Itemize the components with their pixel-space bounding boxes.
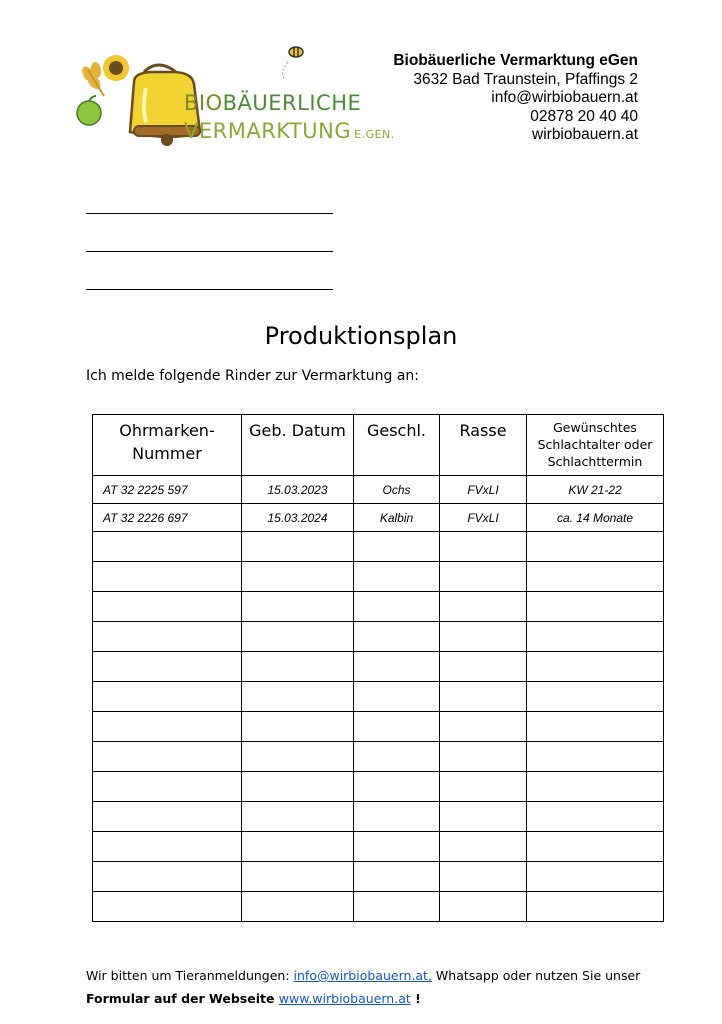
- empty-cell[interactable]: [527, 562, 664, 592]
- header-geschl: Geschl.: [354, 415, 440, 476]
- empty-cell[interactable]: [527, 682, 664, 712]
- header-wunsch-line2: Schlachtalter oder: [537, 437, 653, 452]
- header-ohrmarke-line1: Ohrmarken-: [119, 421, 215, 440]
- logo-text-suffix: E.GEN.: [354, 128, 395, 141]
- empty-cell[interactable]: [527, 772, 664, 802]
- empty-cell[interactable]: [527, 802, 664, 832]
- empty-cell[interactable]: [440, 712, 527, 742]
- cell-wunsch[interactable]: KW 21-22: [527, 476, 664, 504]
- org-website: wirbiobauern.at: [532, 126, 638, 143]
- footer-line-1: [86, 964, 640, 987]
- form-intro: Ich melde folgende Rinder zur Vermarktung an:: [86, 368, 420, 384]
- empty-cell[interactable]: [527, 652, 664, 682]
- empty-cell[interactable]: [354, 562, 440, 592]
- entry-line-3[interactable]: [86, 289, 333, 290]
- empty-cell[interactable]: [440, 652, 527, 682]
- cell-geschl[interactable]: Kalbin: [354, 504, 440, 532]
- empty-table-row: [93, 532, 664, 562]
- empty-cell[interactable]: [527, 712, 664, 742]
- apple-icon: [77, 96, 101, 125]
- empty-cell[interactable]: [93, 802, 242, 832]
- logo-text-top: BÄUERLICHE: [222, 91, 362, 115]
- empty-table-row: [93, 892, 664, 922]
- empty-cell[interactable]: [440, 532, 527, 562]
- empty-cell[interactable]: [527, 892, 664, 922]
- header-wunsch-line3: Schlachttermin: [547, 454, 643, 469]
- logo-text-bottom: VERMARKTUNG: [184, 119, 352, 143]
- empty-cell[interactable]: [93, 832, 242, 862]
- footer-text-rest: Whatsapp oder nutzen Sie unser: [431, 968, 641, 983]
- empty-cell[interactable]: [440, 802, 527, 832]
- empty-cell[interactable]: [527, 742, 664, 772]
- org-address: 3632 Bad Traunstein, Pfaffings 2: [413, 70, 638, 88]
- header-rasse: Rasse: [440, 415, 527, 476]
- logo-text-bio: BIO: [184, 91, 223, 115]
- empty-cell[interactable]: [527, 622, 664, 652]
- empty-table-row: [93, 592, 664, 622]
- cell-ohrmarke[interactable]: AT 32 2226 697: [93, 504, 242, 532]
- header-wunsch: [527, 415, 664, 476]
- empty-cell[interactable]: [440, 622, 527, 652]
- empty-cell[interactable]: [440, 682, 527, 712]
- empty-table-row: [93, 832, 664, 862]
- entry-line-1[interactable]: [86, 213, 333, 214]
- empty-cell[interactable]: [93, 712, 242, 742]
- empty-cell[interactable]: [93, 682, 242, 712]
- empty-cell[interactable]: [242, 802, 354, 832]
- empty-cell[interactable]: [440, 742, 527, 772]
- entry-line-2[interactable]: [86, 251, 333, 252]
- empty-cell[interactable]: [93, 532, 242, 562]
- empty-table-row: [93, 562, 664, 592]
- empty-table-row: [93, 622, 664, 652]
- empty-cell[interactable]: [527, 532, 664, 562]
- empty-cell[interactable]: [354, 742, 440, 772]
- empty-cell[interactable]: [93, 892, 242, 922]
- form-title: Produktionsplan: [264, 322, 458, 350]
- svg-text:VERMARKTUNGE.GEN.: [184, 119, 395, 143]
- cell-datum[interactable]: 15.03.2023: [242, 476, 354, 504]
- empty-table-row: [93, 652, 664, 682]
- empty-cell[interactable]: [354, 832, 440, 862]
- empty-table-row: [93, 682, 664, 712]
- footer-email-link[interactable]: info@wirbiobauern.at,: [293, 968, 432, 983]
- empty-cell[interactable]: [527, 592, 664, 622]
- table-row: [93, 504, 664, 532]
- empty-table-row: [93, 802, 664, 832]
- empty-cell[interactable]: [354, 652, 440, 682]
- header-datum: Geb. Datum: [242, 415, 354, 476]
- bee-icon: [283, 47, 303, 78]
- footer-note: [86, 964, 640, 1010]
- org-email: info@wirbiobauern.at: [491, 89, 638, 106]
- empty-cell[interactable]: [354, 622, 440, 652]
- header-wunsch-line1: Gewünschtes: [553, 420, 637, 435]
- empty-cell[interactable]: [354, 892, 440, 922]
- empty-cell[interactable]: [242, 712, 354, 742]
- header-ohrmarke-line2: Nummer: [132, 444, 202, 463]
- empty-cell[interactable]: [242, 832, 354, 862]
- footer-line-2: [86, 987, 640, 1010]
- empty-cell[interactable]: [93, 622, 242, 652]
- empty-cell[interactable]: [242, 532, 354, 562]
- cell-rasse[interactable]: FVxLI: [440, 504, 527, 532]
- empty-cell[interactable]: [242, 742, 354, 772]
- empty-cell[interactable]: [354, 802, 440, 832]
- header-ohrmarke: [93, 415, 242, 476]
- empty-cell[interactable]: [354, 592, 440, 622]
- cell-datum[interactable]: 15.03.2024: [242, 504, 354, 532]
- empty-cell[interactable]: [242, 652, 354, 682]
- table-header-row: [93, 415, 664, 476]
- empty-cell[interactable]: [242, 592, 354, 622]
- empty-cell[interactable]: [440, 592, 527, 622]
- wheat-icon: [80, 61, 104, 96]
- organization-address: [393, 52, 638, 145]
- empty-cell[interactable]: [440, 562, 527, 592]
- footer-end: !: [410, 991, 421, 1006]
- empty-cell[interactable]: [354, 682, 440, 712]
- empty-cell[interactable]: [354, 772, 440, 802]
- empty-table-row: [93, 862, 664, 892]
- empty-cell[interactable]: [242, 772, 354, 802]
- empty-cell[interactable]: [242, 562, 354, 592]
- footer-website-link[interactable]: www.wirbiobauern.at: [278, 991, 411, 1006]
- empty-cell[interactable]: [440, 892, 527, 922]
- footer-text: Wir bitten um Tieranmeldungen:: [86, 968, 294, 983]
- empty-cell[interactable]: [242, 892, 354, 922]
- empty-cell[interactable]: [93, 562, 242, 592]
- empty-cell[interactable]: [354, 862, 440, 892]
- table-row: [93, 476, 664, 504]
- org-name: Biobäuerliche Vermarktung eGen: [393, 52, 638, 69]
- cell-ohrmarke[interactable]: AT 32 2225 597: [93, 476, 242, 504]
- cell-rasse[interactable]: FVxLI: [440, 476, 527, 504]
- empty-cell[interactable]: [527, 832, 664, 862]
- empty-table-row: [93, 742, 664, 772]
- empty-cell[interactable]: [242, 862, 354, 892]
- empty-cell[interactable]: [93, 772, 242, 802]
- empty-cell[interactable]: [93, 652, 242, 682]
- svg-text:BIOBÄUERLICHE: [184, 90, 361, 115]
- empty-cell[interactable]: [93, 862, 242, 892]
- footer-bold-text: Formular auf der Webseite: [86, 991, 279, 1006]
- empty-cell[interactable]: [440, 832, 527, 862]
- empty-cell[interactable]: [93, 742, 242, 772]
- empty-cell[interactable]: [440, 772, 527, 802]
- empty-cell[interactable]: [354, 532, 440, 562]
- empty-cell[interactable]: [527, 862, 664, 892]
- empty-cell[interactable]: [354, 712, 440, 742]
- cell-geschl[interactable]: Ochs: [354, 476, 440, 504]
- empty-cell[interactable]: [242, 682, 354, 712]
- empty-table-row: [93, 772, 664, 802]
- empty-table-row: [93, 712, 664, 742]
- empty-cell[interactable]: [93, 592, 242, 622]
- empty-cell[interactable]: [242, 622, 354, 652]
- empty-cell[interactable]: [440, 862, 527, 892]
- production-plan-table: [92, 414, 664, 922]
- org-phone: 02878 20 40 40: [530, 107, 638, 125]
- cowbell-logo: [74, 40, 395, 152]
- cell-wunsch[interactable]: ca. 14 Monate: [527, 504, 664, 532]
- sunflower-icon: [103, 55, 129, 81]
